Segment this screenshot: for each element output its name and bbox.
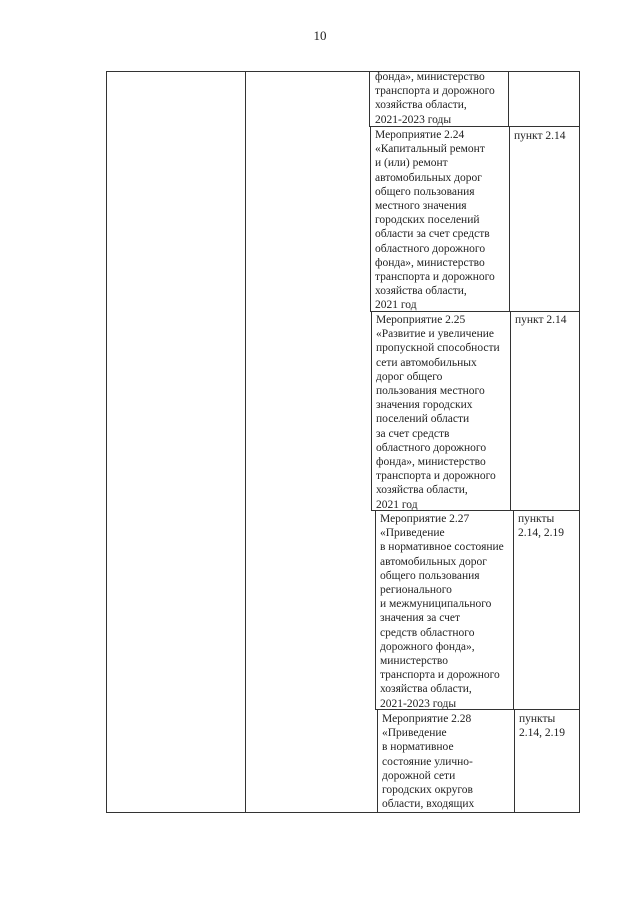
table-left-border (106, 71, 107, 813)
row-4-reference: пункты 2.14, 2.19 (518, 513, 564, 540)
table-bottom-border (106, 812, 580, 813)
column-divider-2-seg-4 (375, 510, 376, 710)
column-divider-3-seg-3 (510, 311, 511, 511)
row-5-measure-text: Мероприятие 2.28 «Приведение в нормативное состояние улично- дорожной сети городских округов области, входящих (382, 713, 475, 811)
row-5-reference: пункты 2.14, 2.19 (519, 713, 565, 740)
column-divider-3-seg-1 (508, 71, 509, 127)
column-divider-2-seg-2 (370, 126, 371, 312)
row-3-measure-text: Мероприятие 2.25 «Развитие и увеличение пропускной способности сети автомобильных дорог общего пользования местного значения городских поселений области за счет средств областного дорожного фонда», министерство транспорта и дорожного хозяйства области, 2021 год (376, 314, 500, 511)
column-divider-1 (245, 71, 246, 813)
page-number: 10 (313, 28, 327, 43)
row-4-measure-text: Мероприятие 2.27 «Приведение в нормативное состояние автомобильных дорог общего пользования регионального и межмуниципального значения за счет средств областного дорожного фонда», министерство транспорта и дорожного хозяйства области, 2021-2023 годы (380, 513, 504, 710)
row-3-reference: пункт 2.14 (515, 314, 567, 326)
column-divider-2-seg-5 (377, 709, 378, 813)
column-divider-3-seg-4 (513, 510, 514, 710)
row-2-reference: пункт 2.14 (514, 130, 566, 142)
row-1-measure-text: фонда», министерство транспорта и дорожного хозяйства области, 2021-2023 годы (375, 71, 495, 126)
column-divider-2-seg-3 (371, 311, 372, 511)
table-right-border (579, 71, 580, 813)
column-divider-3-seg-2 (509, 126, 510, 312)
column-divider-2-seg-1 (369, 71, 370, 127)
row-2-measure-text: Мероприятие 2.24 «Капитальный ремонт и (или) ремонт автомобильных дорог общего пользования местного значения городских поселений области за счет средств областного дорожного фонда», министерство транспорта и дорожного хозяйства области, 2021 год (375, 129, 495, 312)
column-divider-3-seg-5 (514, 709, 515, 813)
